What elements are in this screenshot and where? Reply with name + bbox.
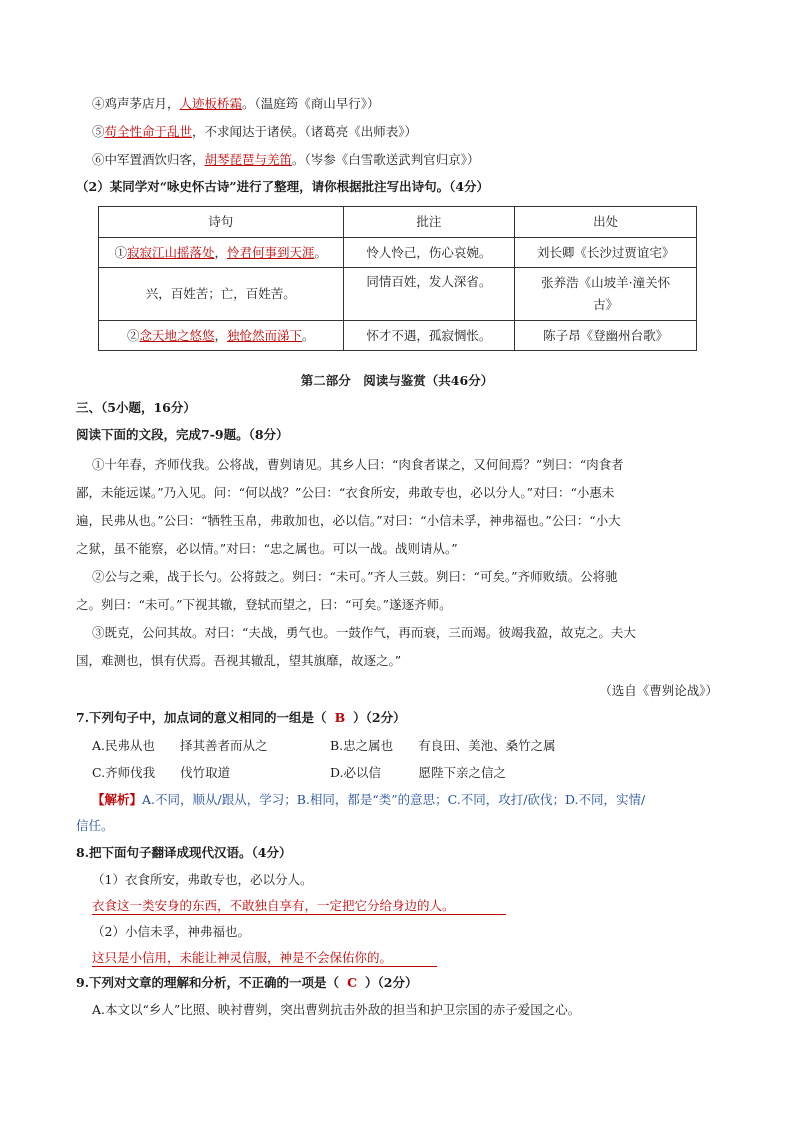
option-A: A.本文以“乡人”比照、映衬曹刿，突出曹刿抗击外敌的担当和护卫宗国的赤子爱国之心。 (92, 1002, 581, 1017)
passage-source: （选自《曹刿论战》） (599, 683, 718, 698)
part-2-title: 第二部分 阅读与鉴赏（共46分） (300, 373, 494, 388)
answer-text: 寂寂江山摇落处 (127, 244, 215, 260)
table-header: 出处 (515, 207, 697, 238)
table-header: 批注 (343, 207, 515, 238)
answer-text: 念天地之悠悠 (139, 327, 215, 343)
item-number: ⑥ (92, 152, 105, 167)
option-D: D.必以信 愿陛下亲之信之 (330, 765, 507, 780)
section-3-title: 三、（5小题，16分） (76, 400, 196, 415)
answer-text: 独怆然而涕下 (227, 327, 303, 343)
analysis-line: 信任。 (76, 818, 114, 833)
answer-underline (92, 966, 437, 967)
passage-line: ②公与之乘，战于长勺。公将鼓之。刿曰：“未可。”齐人三鼓。刿曰：“可矣。”齐师败绩。公将驰 (92, 569, 618, 584)
question-7 (76, 709, 406, 727)
table-row (99, 268, 697, 321)
poem-text: 中军置酒饮归客， (104, 152, 205, 167)
answer-text: 胡琴琵琶与羌笛 (204, 152, 293, 167)
table-header: 诗句 (99, 207, 344, 238)
sentence-1: （1）衣食所安，弗敢专也，必以分人。 (92, 872, 313, 887)
question-2-title: （2）某同学对“咏史怀古诗”进行了整理，请你根据批注写出诗句。（4分） (76, 179, 490, 194)
passage-line: ①十年春，齐师伐我。公将战，曹刿请见。其乡人曰：“肉食者谋之，又何间焉？”刿曰：“肉食者 (92, 457, 624, 472)
poem-item-5 (92, 123, 417, 141)
passage-line: ③既克，公问其故。对曰：“夫战，勇气也。一鼓作气，再而衰，三而竭。彼竭我盈，故克之。夫大 (92, 625, 636, 640)
poem-item-6 (92, 151, 480, 169)
analysis-line (92, 791, 645, 809)
poem-source: ，不求闻达于诸侯。（诸葛亮《出师表》） (192, 124, 418, 139)
punctuation: 。 (302, 327, 315, 343)
question-score: ）（2分） (353, 710, 406, 725)
punctuation: ， (214, 244, 228, 260)
question-score: ）（2分） (365, 975, 418, 990)
table-row (99, 321, 697, 351)
table-cell-poem (99, 238, 344, 268)
table-cell-poem: 兴，百姓苦；亡，百姓苦。 (99, 268, 344, 321)
table-row (99, 238, 697, 268)
punctuation: 。 (314, 244, 328, 260)
table-cell-note: 怀才不遇，孤寂惆怅。 (343, 321, 515, 351)
option-B: B.忠之属也 有良田、美池、桑竹之属 (330, 738, 556, 753)
option-C: C.齐师伐我 伐竹取道 (92, 765, 231, 780)
table-cell-poem (99, 321, 344, 351)
poem-text: 鸡声茅店月， (104, 96, 180, 111)
passage-line: 遍，民弗从也。”公曰：“牺牲玉帛，弗敢加也，必以信。”对曰：“小信未孚，神弗福也。”公曰：“小大 (76, 513, 621, 528)
analysis-tag: 【解析】 (92, 792, 143, 807)
table-cell-source: 陈子昂《登幽州台歌》 (515, 321, 697, 351)
item-number: ⑤ (92, 124, 105, 139)
answer-text: 怜君何事到天涯 (227, 244, 315, 260)
passage-line: 之。刿曰：“未可。”下视其辙，登轼而望之，曰：“可矣。”遂逐齐师。 (76, 597, 452, 612)
translation-1: 衣食这一类安身的东西，不敢独自享有，一定把它分给身边的人。 (92, 898, 455, 913)
passage-line: 鄙，未能远谋。”乃入见。问：“何以战？”公曰：“衣食所安，弗敢专也，必以分人。”对曰：“小惠未 (76, 485, 615, 500)
punctuation: ， (214, 327, 228, 343)
poem-source: 。（温庭筠《商山早行》） (242, 96, 380, 111)
poem-notes-table (98, 206, 697, 351)
poem-source: 。（岑参《白雪歌送武判官归京》） (292, 152, 480, 167)
passage-line: 国，难测也，惧有伏焉。吾视其辙乱，望其旗靡，故逐之。” (76, 653, 402, 668)
table-cell-source: 张养浩《山坡羊·潼关怀古》 (515, 268, 697, 321)
question-8: 8.把下面句子翻译成现代汉语。（4分） (76, 845, 292, 860)
analysis-text: A.不同，顺从/跟从，学习；B.相同，都是“类”的意思；C.不同，攻打/砍伐；D.不同，实情/ (142, 792, 646, 807)
table-cell-source: 刘长卿《长沙过贾谊宅》 (515, 238, 697, 268)
table-cell-note: 怜人怜己，伤心哀婉。 (343, 238, 515, 268)
answer-text: 人迹板桥霜 (179, 96, 243, 111)
sentence-2: （2）小信未孚，神弗福也。 (92, 924, 250, 939)
answer-text: C (347, 975, 358, 990)
item-number: ④ (92, 96, 105, 111)
answer-text: B (334, 710, 346, 725)
table-header-row (99, 207, 697, 238)
question-text: 9.下列对文章的理解和分析，不正确的一项是（ (76, 975, 340, 990)
question-text: 7.下列句子中，加点词的意义相同的一组是（ (76, 710, 327, 725)
answer-text: 苟全性命于乱世 (104, 124, 193, 139)
question-9 (76, 974, 417, 992)
poem-item-4 (92, 95, 380, 113)
item-number: ① (114, 244, 127, 260)
table-cell-note: 同情百姓，发人深省。 (343, 268, 515, 321)
translation-2: 这只是小信用，未能让神灵信服，神是不会保佑你的。 (92, 950, 393, 965)
answer-underline (92, 914, 506, 915)
option-A: A.民弗从也 择其善者而从之 (92, 738, 268, 753)
item-number: ② (126, 327, 140, 343)
section-3-intro: 阅读下面的文段，完成7-9题。（8分） (76, 427, 289, 442)
passage-line: 之狱，虽不能察，必以情。”对曰：“忠之属也。可以一战。战则请从。” (76, 541, 458, 556)
